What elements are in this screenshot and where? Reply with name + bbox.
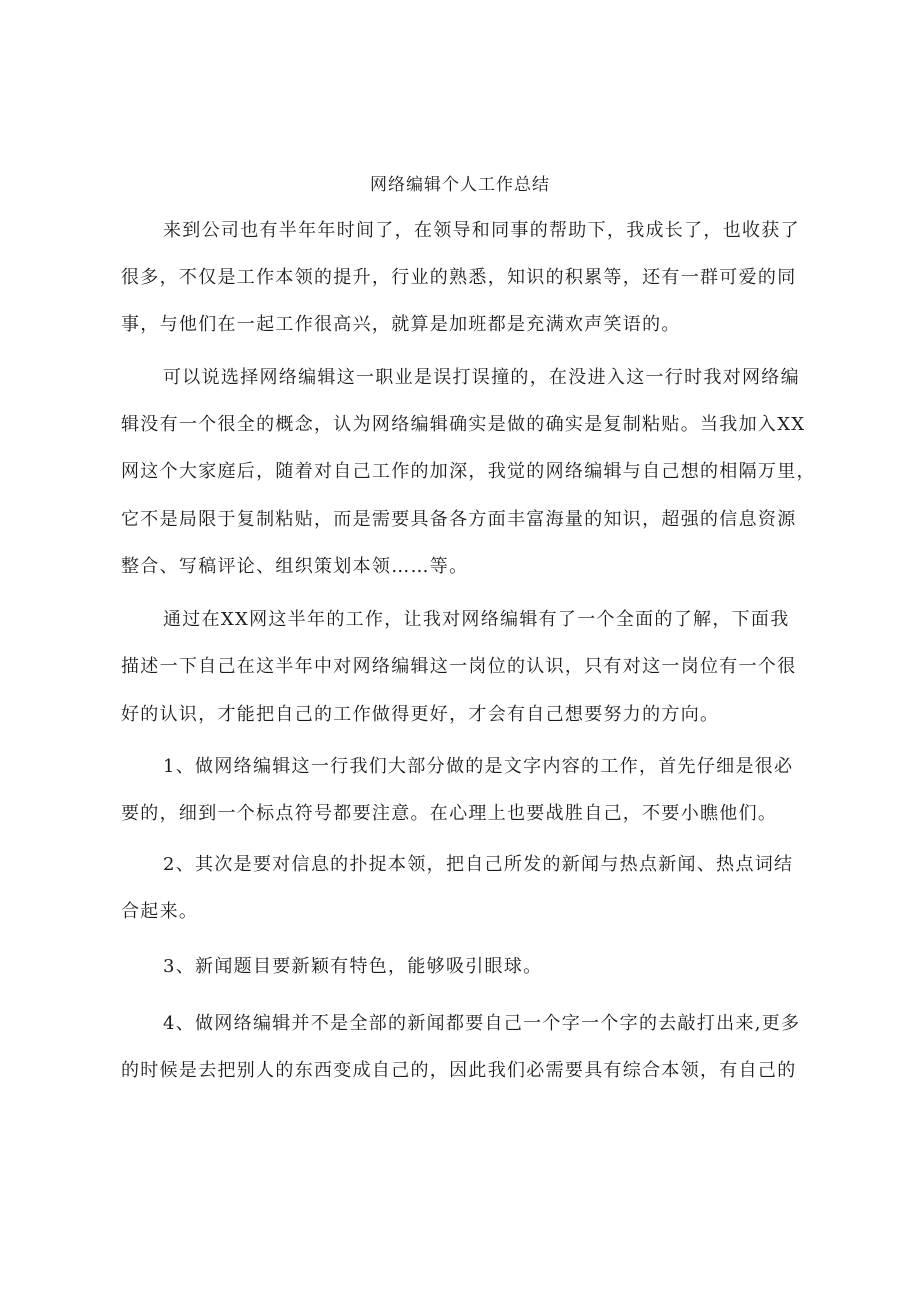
text-line: 的时候是去把别人的东西变成自己的，因此我们必需要具有综合本领，有自己的: [121, 1060, 797, 1081]
text-line: 事，与他们在一起工作很高兴，就算是加班都是充满欢声笑语的。: [121, 314, 681, 335]
text-line: 可以说选择网络编辑这一职业是误打误撞的，在没进入这一行时我对网络编: [163, 367, 800, 388]
text-line: 通过在XX网这半年的工作，让我对网络编辑有了一个全面的了解，下面我: [163, 609, 790, 630]
text-line: 辑没有一个很全的概念，认为网络编辑确实是做的确实是复制粘贴。当我加入XX: [121, 414, 806, 435]
text-line: 网这个大家庭后，随着对自己工作的加深，我觉的网络编辑与自己想的相隔万里，: [121, 461, 816, 482]
text-line: 整合、写稿评论、组织策划本领……等。: [121, 556, 469, 577]
text-line: 描述一下自己在这半年中对网络编辑这一岗位的认识，只有对这一岗位有一个很: [121, 656, 797, 677]
text-line: 合起来。: [121, 901, 199, 922]
text-line: 2、其次是要对信息的扑捉本领，把自己所发的新闻与热点新闻、热点词结: [163, 854, 794, 875]
text-line: 3、新闻题目要新颖有特色，能够吸引眼球。: [163, 956, 543, 977]
text-line: 它不是局限于复制粘贴，而是需要具备各方面丰富海量的知识，超强的信息资源: [121, 509, 797, 530]
text-line: 1、做网络编辑这一行我们大部分做的是文字内容的工作，首先仔细是很必: [163, 756, 794, 777]
document-title: 网络编辑个人工作总结: [370, 175, 550, 195]
text-line: 来到公司也有半年年时间了，在领导和同事的帮助下，我成长了，也收获了: [163, 220, 800, 241]
text-line: 4、做网络编辑并不是全部的新闻都要自己一个字一个字的去敲打出来,更多: [163, 1013, 801, 1034]
text-line: 很多，不仅是工作本领的提升，行业的熟悉，知识的积累等，还有一群可爱的同: [121, 267, 797, 288]
text-line: 要的，细到一个标点符号都要注意。在心理上也要战胜自己，不要小瞧他们。: [121, 803, 778, 824]
text-line: 好的认识，才能把自己的工作做得更好，才会有自己想要努力的方向。: [121, 704, 720, 725]
